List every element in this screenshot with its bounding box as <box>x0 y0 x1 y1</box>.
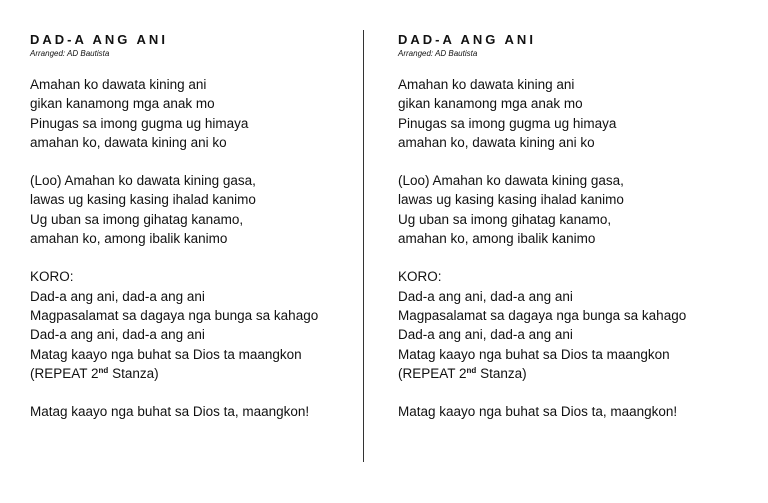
lyric-line: Pinugas sa imong gugma ug himaya <box>398 115 617 131</box>
lyric-line: Ug uban sa imong gihatag kanamo, <box>398 211 612 227</box>
stanza-2 <box>398 171 728 248</box>
lyric-line: Matag kaayo nga buhat sa Dios ta maangkon <box>398 346 670 362</box>
song-title: DAD-A ANG ANI <box>398 32 536 47</box>
lyric-line: Dad-a ang ani, dad-a ang ani <box>398 288 573 304</box>
lyric-line: (Loo) Amahan ko dawata kining gasa, <box>398 173 624 189</box>
column-divider <box>363 30 364 462</box>
lyric-line: Amahan ko dawata kining ani <box>30 77 207 92</box>
lyric-line: Ug uban sa imong gihatag kanamo, <box>30 211 244 227</box>
lyric-line: amahan ko, among ibalik kanimo <box>30 231 228 247</box>
repeat-ordinal: nd <box>466 365 477 375</box>
repeat-instruction <box>398 364 728 383</box>
lyric-line: Dad-a ang ani, dad-a ang ani <box>30 288 205 304</box>
lyric-line: lawas ug kasing kasing ihalad kanimo <box>398 192 624 208</box>
repeat-suffix: Stanza) <box>476 365 527 381</box>
ending <box>30 402 360 421</box>
song-title: DAD-A ANG ANI <box>30 32 168 47</box>
lyric-line: Matag kaayo nga buhat sa Dios ta maangkon <box>30 346 302 362</box>
stanza-1 <box>30 75 360 152</box>
lyrics-column-left <box>30 32 360 421</box>
chorus <box>30 267 360 383</box>
stanza-1 <box>398 75 728 152</box>
lyric-line: gikan kanamong mga anak mo <box>30 96 215 112</box>
lyric-line: Magpasalamat sa dagaya nga bunga sa kahago <box>398 307 687 323</box>
lyrics-column-right <box>398 32 728 421</box>
chorus-heading: KORO: <box>30 269 74 285</box>
lyric-line: Dad-a ang ani, dad-a ang ani <box>398 327 573 343</box>
repeat-prefix: (REPEAT 2 <box>398 365 467 381</box>
lyric-line: amahan ko, dawata kining ani ko <box>30 134 227 150</box>
arranger-credit: Arranged: AD Bautista <box>30 49 110 58</box>
ending <box>398 402 728 421</box>
chorus-heading: KORO: <box>398 269 442 285</box>
lyric-line: Magpasalamat sa dagaya nga bunga sa kahago <box>30 307 319 323</box>
lyric-line: Amahan ko dawata kining ani <box>398 77 575 92</box>
lyric-line: (Loo) Amahan ko dawata kining gasa, <box>30 173 256 189</box>
arranger-credit: Arranged: AD Bautista <box>398 49 478 58</box>
ending-line: Matag kaayo nga buhat sa Dios ta, maangkon! <box>30 404 310 420</box>
chorus <box>398 267 728 383</box>
ending-line: Matag kaayo nga buhat sa Dios ta, maangkon! <box>398 404 678 420</box>
lyric-line: Pinugas sa imong gugma ug himaya <box>30 115 249 131</box>
lyric-line: lawas ug kasing kasing ihalad kanimo <box>30 192 256 208</box>
lyric-line: amahan ko, among ibalik kanimo <box>398 231 596 247</box>
repeat-instruction <box>30 364 360 383</box>
stanza-2 <box>30 171 360 248</box>
repeat-suffix: Stanza) <box>108 365 159 381</box>
repeat-ordinal: nd <box>98 365 109 375</box>
repeat-prefix: (REPEAT 2 <box>30 365 99 381</box>
lyric-line: gikan kanamong mga anak mo <box>398 96 583 112</box>
lyric-line: amahan ko, dawata kining ani ko <box>398 134 595 150</box>
lyric-line: Dad-a ang ani, dad-a ang ani <box>30 327 205 343</box>
